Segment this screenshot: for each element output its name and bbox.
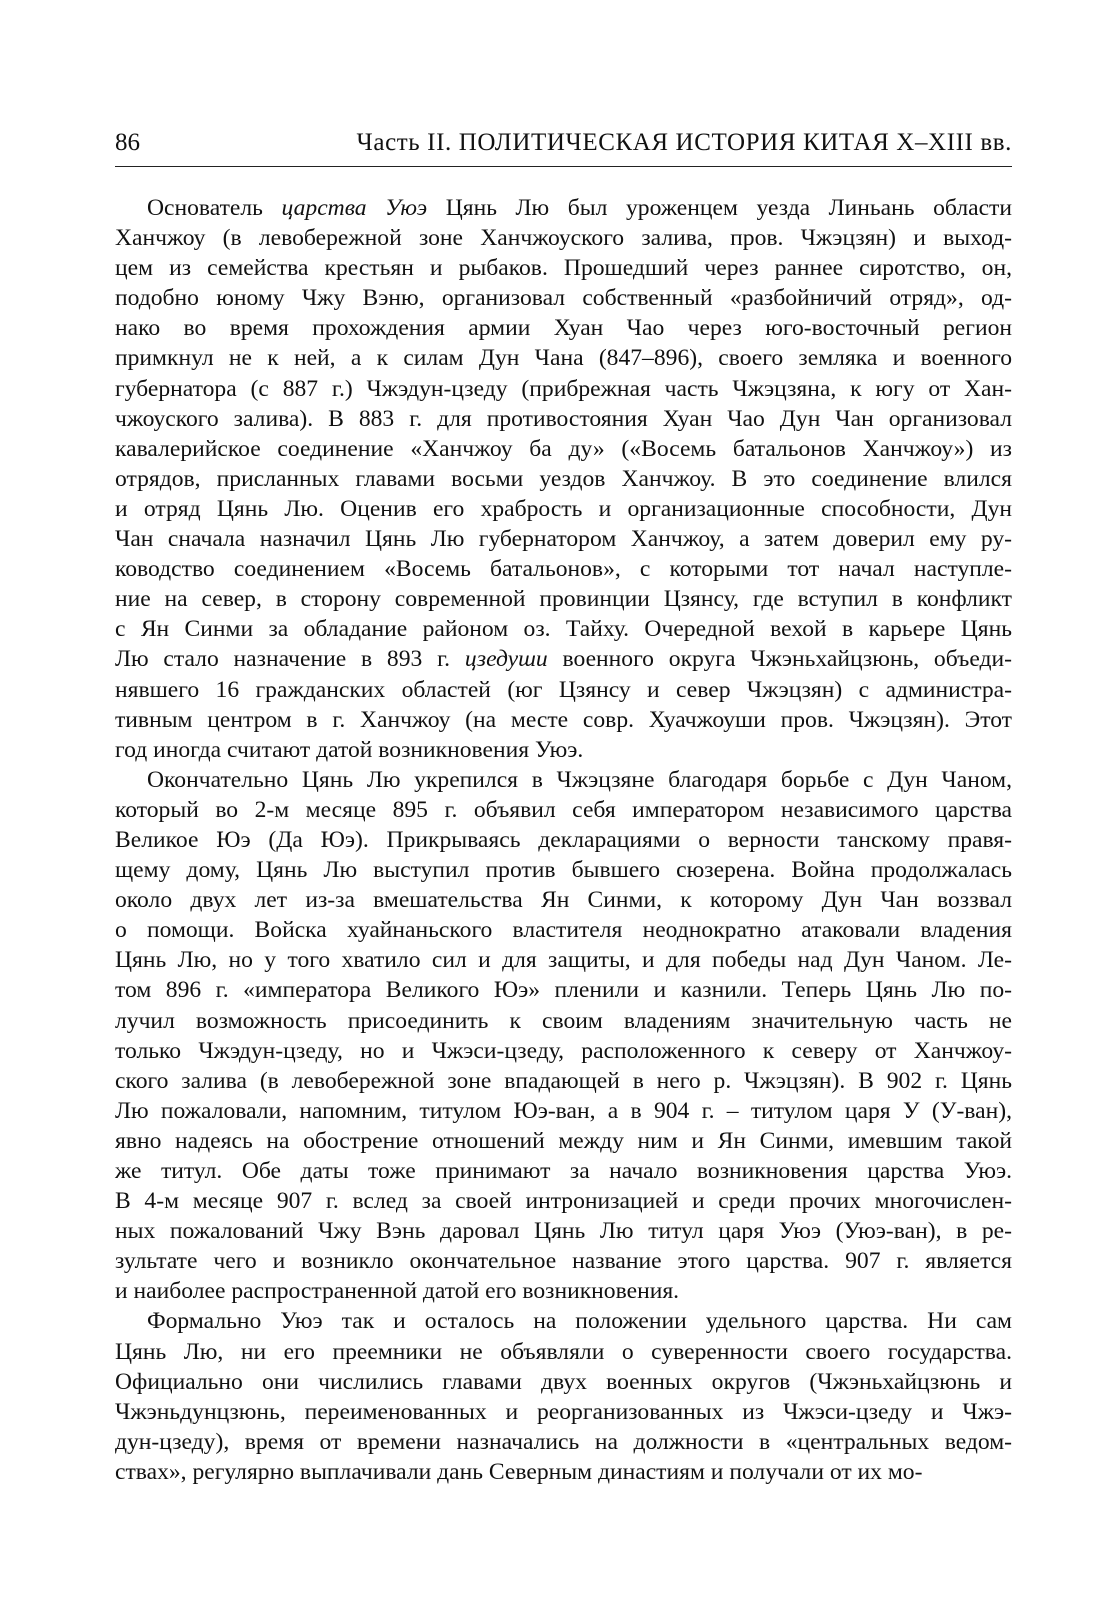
text-line bbox=[115, 675, 1012, 705]
text-segment: ствах», регулярно выплачивали дань Северным династиям и получали от их мо- bbox=[115, 1458, 923, 1485]
text-segment: Цянь Лю был уроженцем уезда Линьань области bbox=[427, 195, 1012, 221]
text-line bbox=[115, 524, 1012, 554]
text-line bbox=[115, 735, 1012, 765]
text-line bbox=[115, 464, 1012, 494]
text-segment: цем из семейства крестьян и рыбаков. Прошедший через раннее сиротство, он, bbox=[115, 255, 1012, 282]
text-segment: только Чжэдун-цзеду, но и Чжэси-цзеду, расположенного к северу от Ханчжоу- bbox=[115, 1037, 1012, 1064]
text-line bbox=[115, 1126, 1012, 1156]
text-line bbox=[115, 644, 1012, 674]
italic-term: цзедуши bbox=[464, 646, 548, 673]
running-title: Часть II. ПОЛИТИЧЕСКАЯ ИСТОРИЯ КИТАЯ X–XIII вв. bbox=[356, 129, 1012, 156]
text-line bbox=[115, 313, 1012, 343]
text-segment: Окончательно Цянь Лю укрепился в Чжэцзяне благодаря борьбе с Дун Чаном, bbox=[147, 766, 1012, 793]
paragraph bbox=[115, 1306, 1012, 1487]
text-line bbox=[115, 1457, 1012, 1487]
running-head bbox=[115, 128, 1012, 168]
text-segment: ководство соединением «Восемь батальонов», с которыми тот начал наступле- bbox=[115, 556, 1012, 583]
paragraph bbox=[115, 765, 1012, 1307]
text-segment: и наиболее распространенной датой его возникновения. bbox=[115, 1278, 680, 1305]
text-line bbox=[115, 374, 1012, 404]
header-rule bbox=[115, 166, 1012, 167]
text-line bbox=[115, 223, 1012, 253]
text-segment: явно надеясь на обострение отношений между ним и Ян Синми, имевшим такой bbox=[115, 1127, 1012, 1154]
text-line bbox=[115, 283, 1012, 313]
text-segment: губернатора (с 887 г.) Чжэдун-цзеду (прибрежная часть Чжэцзяна, к югу от Хан- bbox=[115, 375, 1012, 402]
text-segment: ных пожалований Чжу Вэнь даровал Цянь Лю титул царя Уюэ (Уюэ-ван), в ре- bbox=[115, 1218, 1012, 1245]
text-segment: и отряд Цянь Лю. Оценив его храбрость и организационные способности, Дун bbox=[115, 495, 1012, 522]
text-segment: Ханчжоу (в левобережной зоне Ханчжоуского залива, пров. Чжэцзян) и выход- bbox=[115, 225, 1012, 252]
text-segment: ние на север, в сторону современной провинции Цзянсу, где вступил в конфликт bbox=[115, 586, 1012, 613]
text-segment: год иногда считают датой возникновения Уюэ. bbox=[115, 736, 584, 763]
text-segment: Чан сначала назначил Цянь Лю губернатором Ханчжоу, а затем доверил ему ру- bbox=[115, 526, 1012, 553]
text-segment: Цянь Лю, но у того хватило сил и для защиты, и для победы над Дун Чаном. Ле- bbox=[115, 947, 1012, 974]
text-line bbox=[115, 855, 1012, 885]
text-segment: же титул. Обе даты тоже принимают за начало возникновения царства Уюэ. bbox=[115, 1158, 1012, 1184]
text-segment: зультате чего и возникло окончательное название этого царства. 907 г. является bbox=[115, 1248, 1012, 1275]
text-segment: военного округа Чжэньхайцзюнь, объеди- bbox=[547, 646, 1012, 673]
text-line bbox=[115, 1066, 1012, 1096]
text-line bbox=[115, 975, 1012, 1005]
italic-term: царства Уюэ bbox=[281, 195, 428, 221]
body-text bbox=[115, 193, 1012, 1487]
text-line bbox=[115, 945, 1012, 975]
text-line bbox=[115, 614, 1012, 644]
text-segment: том 896 г. «императора Великого Юэ» пленили и казнили. Теперь Цянь Лю по- bbox=[115, 977, 1012, 1004]
text-segment: кавалерийское соединение «Ханчжоу ба ду» («Восемь батальонов Ханчжоу») из bbox=[115, 435, 1012, 462]
text-segment: Лю стало назначение в 893 г. bbox=[115, 646, 465, 673]
text-segment: Чжэньдунцзюнь, переименованных и реорганизованных из Чжэси-цзеду и Чжэ- bbox=[115, 1398, 1012, 1425]
text-line bbox=[115, 1036, 1012, 1066]
text-line bbox=[115, 253, 1012, 283]
text-segment: Цянь Лю, ни его преемники не объявляли о суверенности своего государства. bbox=[115, 1338, 1012, 1365]
text-line bbox=[115, 705, 1012, 735]
text-line bbox=[115, 885, 1012, 915]
text-line bbox=[115, 434, 1012, 464]
text-segment: о помощи. Войска хуайнаньского властителя неоднократно атаковали владения bbox=[115, 917, 1012, 944]
text-line bbox=[115, 1186, 1012, 1216]
text-segment: нако во время прохождения армии Хуан Чао через юго-восточный регион bbox=[115, 315, 1012, 342]
text-line bbox=[115, 1006, 1012, 1036]
text-segment: тивным центром в г. Ханчжоу (на месте совр. Хуачжоуши пров. Чжэцзян). Этот bbox=[115, 706, 1012, 733]
text-segment: подобно юному Чжу Вэню, организовал собственный «разбойничий отряд», од- bbox=[115, 285, 1012, 312]
text-line bbox=[115, 765, 1012, 795]
text-segment: В 4-м месяце 907 г. вслед за своей интронизацией и среди прочих многочислен- bbox=[115, 1188, 1012, 1215]
text-segment: нявшего 16 гражданских областей (юг Цзянсу и север Чжэцзян) с администра- bbox=[115, 676, 1012, 703]
text-line bbox=[115, 1096, 1012, 1126]
text-segment: с Ян Синми за обладание районом оз. Тайху. Очередной вехой в карьере Цянь bbox=[115, 616, 1012, 643]
text-line bbox=[115, 825, 1012, 855]
text-segment: Формально Уюэ так и осталось на положении удельного царства. Ни сам bbox=[147, 1308, 1012, 1335]
text-line bbox=[115, 584, 1012, 614]
text-segment: Лю пожаловали, напомним, титулом Юэ-ван, а в 904 г. – титулом царя У (У-ван), bbox=[115, 1097, 1012, 1124]
text-segment: Официально они числились главами двух военных округов (Чжэньхайцзюнь и bbox=[115, 1368, 1012, 1395]
text-line bbox=[115, 404, 1012, 434]
text-line bbox=[115, 915, 1012, 945]
text-segment: Основатель bbox=[147, 195, 282, 221]
text-line bbox=[115, 1427, 1012, 1457]
text-line bbox=[115, 193, 1012, 223]
text-line bbox=[115, 343, 1012, 373]
text-line bbox=[115, 1337, 1012, 1367]
text-line bbox=[115, 1276, 1012, 1306]
text-segment: ского залива (в левобережной зоне впадающей в него р. Чжэцзян). В 902 г. Цянь bbox=[115, 1067, 1012, 1094]
text-segment: около двух лет из-за вмешательства Ян Синми, к которому Дун Чан воззвал bbox=[115, 887, 1012, 914]
text-line bbox=[115, 795, 1012, 825]
text-segment: чжоуского залива). В 883 г. для противостояния Хуан Чао Дун Чан организовал bbox=[115, 405, 1012, 432]
text-line bbox=[115, 1306, 1012, 1336]
paragraph bbox=[115, 193, 1012, 765]
text-line bbox=[115, 1367, 1012, 1397]
page-number: 86 bbox=[115, 129, 140, 156]
text-segment: примкнул не к ней, а к силам Дун Чана (847–896), своего земляка и военного bbox=[115, 345, 1012, 372]
text-segment: который во 2-м месяце 895 г. объявил себя императором независимого царства bbox=[115, 796, 1012, 823]
text-line bbox=[115, 1397, 1012, 1427]
text-segment: отрядов, присланных главами восьми уездов Ханчжоу. В это соединение влился bbox=[115, 465, 1012, 492]
text-segment: Великое Юэ (Да Юэ). Прикрываясь декларациями о верности танскому правя- bbox=[115, 826, 1012, 853]
text-line bbox=[115, 1246, 1012, 1276]
text-line bbox=[115, 494, 1012, 524]
text-segment: лучил возможность присоединить к своим владениям значительную часть не bbox=[115, 1007, 1012, 1034]
text-line bbox=[115, 1156, 1012, 1186]
text-segment: щему дому, Цянь Лю выступил против бывшего сюзерена. Война продолжалась bbox=[115, 857, 1012, 884]
text-line bbox=[115, 1216, 1012, 1246]
text-line bbox=[115, 554, 1012, 584]
text-segment: дун-цзеду), время от времени назначались на должности в «центральных ведом- bbox=[115, 1428, 1012, 1455]
